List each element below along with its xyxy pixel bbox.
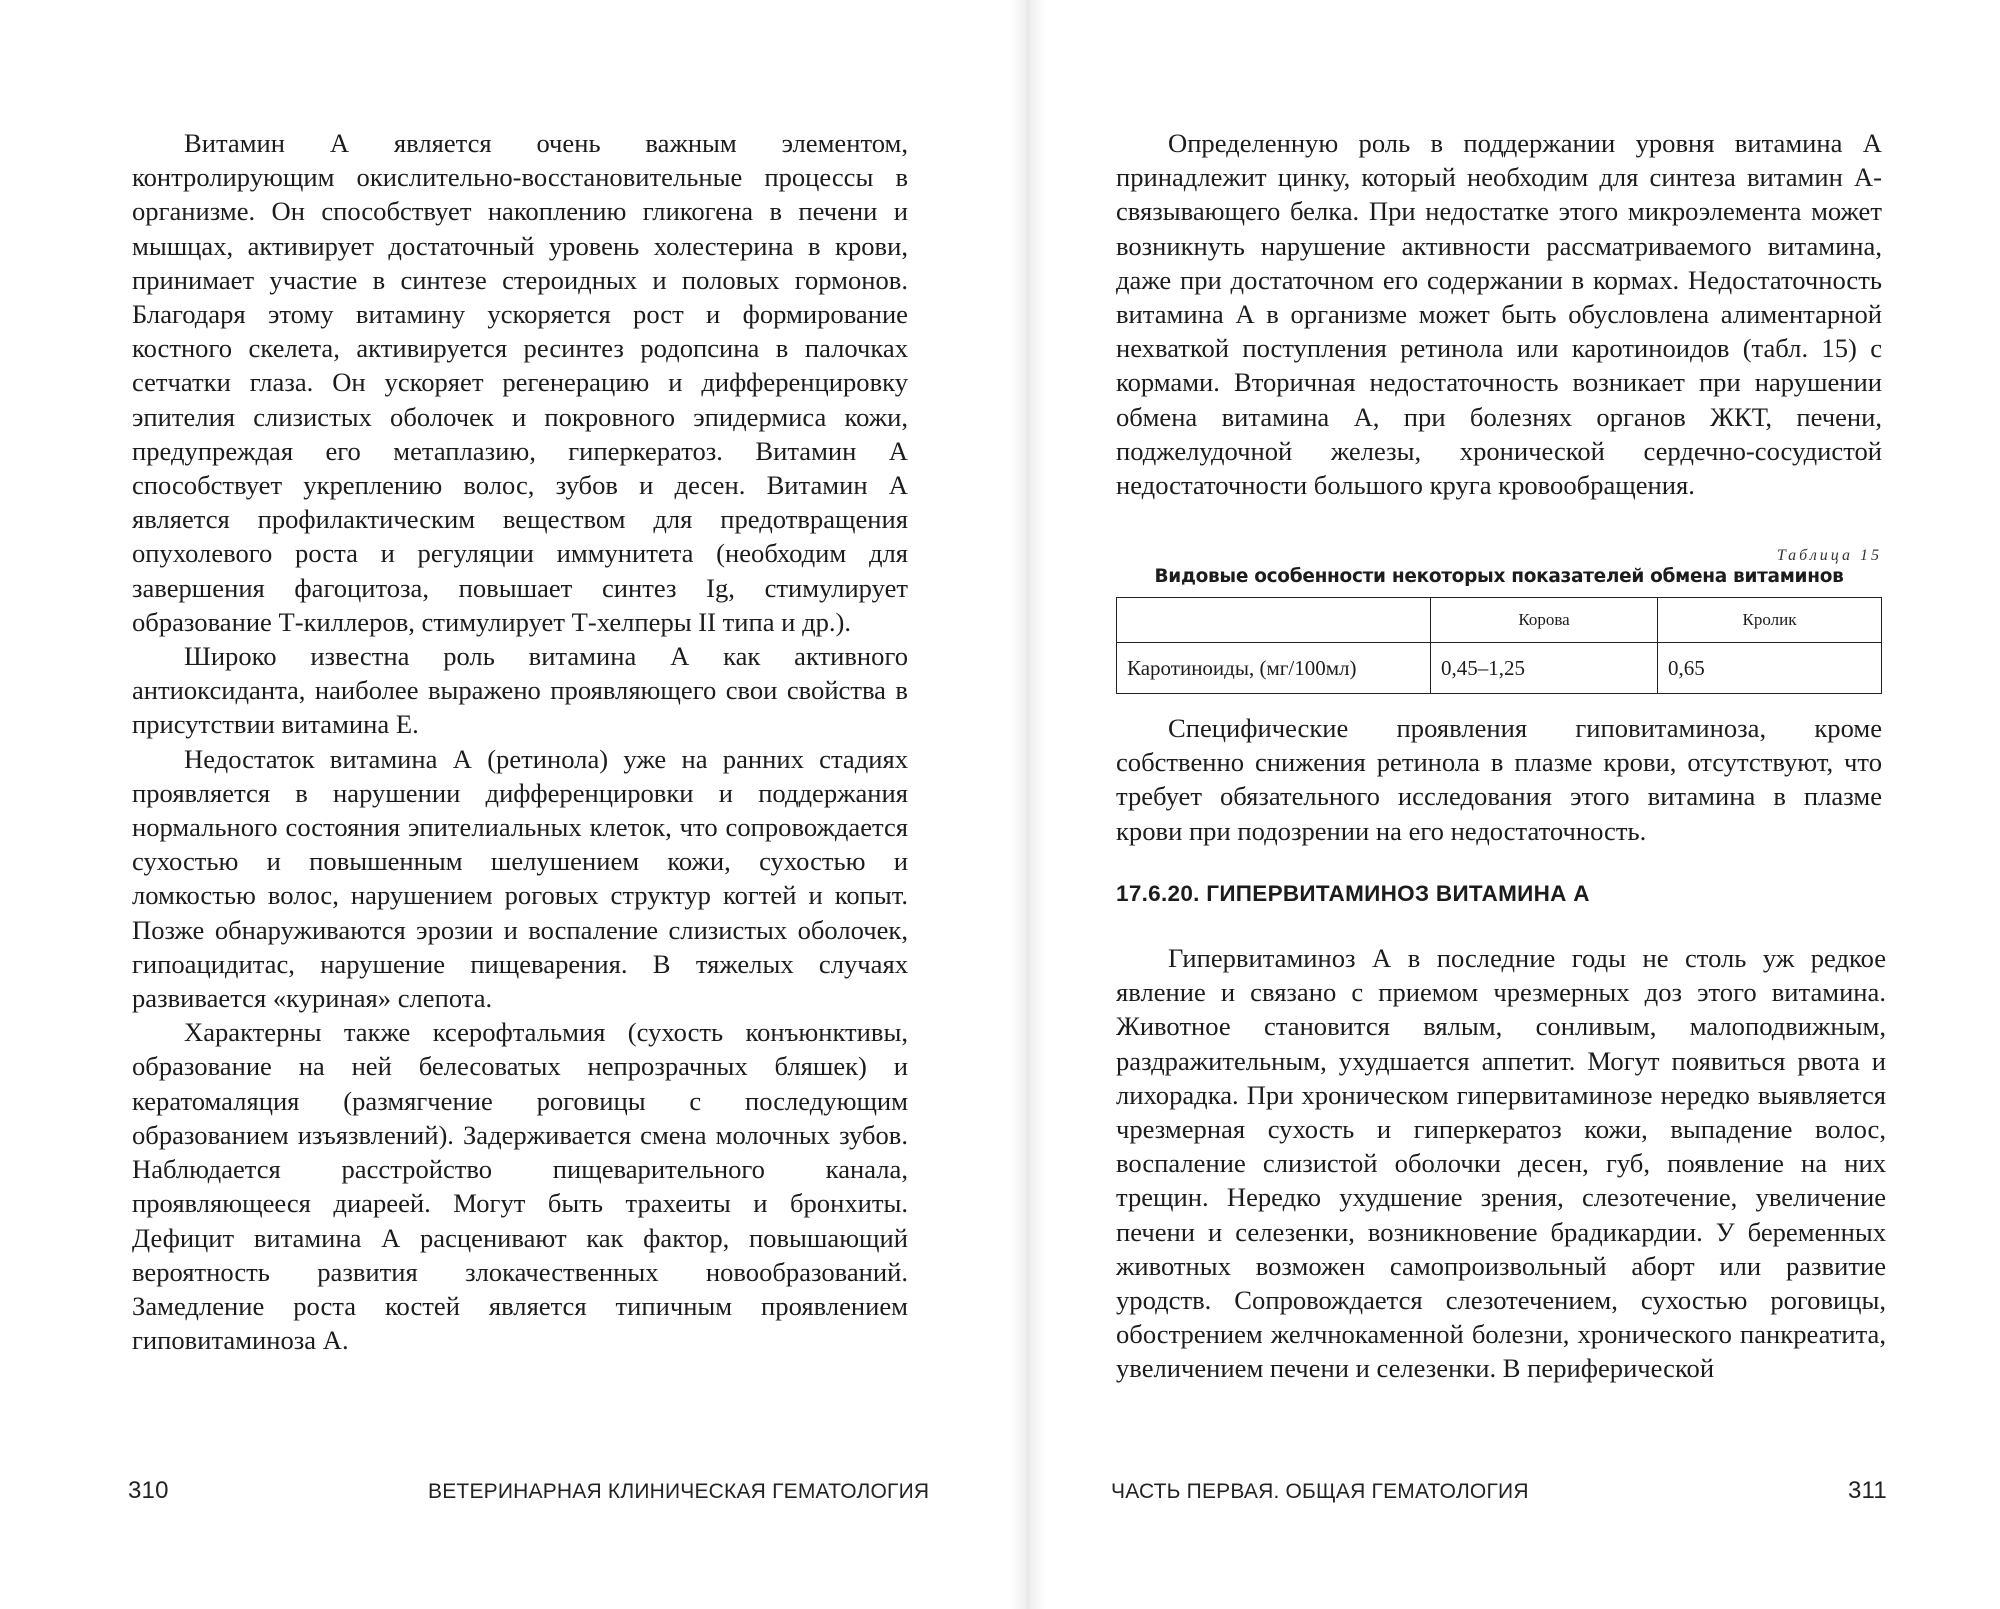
paragraph: Характерны также ксерофтальмия (сухость конъюнктивы, образование на ней белесоватых непрозрачных бляшек) и кератомаляция (размягчение роговицы с последующим образованием изъязвлений). Задерживается смена молочных зубов. Наблюдается расстройство пищеварительного канала, проявляющееся диареей. Могут быть трахеиты и бронхиты. Дефицит витамина А расценивают как фактор, повышающий вероятность развития злокачественных новообразований. Замедление роста костей является типичным проявлением гиповитаминоза А. [132,1017,908,1356]
running-title-left: ВЕТЕРИНАРНАЯ КЛИНИЧЕСКАЯ ГЕМАТОЛОГИЯ [428,1480,930,1503]
table-row [1117,643,1882,694]
table-header-cell: Корова [1431,598,1658,643]
table-cell: 0,45–1,25 [1431,643,1658,694]
section-heading: 17.6.20. ГИПЕРВИТАМИНОЗ ВИТАМИНА А [1116,881,1590,906]
running-title-right: ЧАСТЬ ПЕРВАЯ. ОБЩАЯ ГЕМАТОЛОГИЯ [1111,1480,1529,1503]
table-header-cell: Кролик [1658,598,1882,643]
right-page-intro [1116,126,1882,502]
table-title: Видовые особенности некоторых показателей обмена витаминов [1154,566,1844,587]
paragraph: Широко известна роль витамина А как активного антиоксиданта, наиболее выражено проявляющего свои свойства в присутствии витамина Е. [132,641,908,740]
paragraph: Определенную роль в поддержании уровня витамина А принадлежит цинку, который необходим для синтеза витамин А-связывающего белка. При недостатке этого микроэлемента может возникнуть нарушение активности рассматриваемого витамина, даже при достаточном его содержании в кормах. Недостаточность витамина А в организме может быть обусловлена алиментарной нехваткой поступления ретинола или каротиноидов (табл. 15) с кормами. Вторичная недостаточность возникает при нарушении обмена витамина А, при болезнях органов ЖКТ, печени, поджелудочной железы, хронической сердечно-сосудистой недостаточности большого круга кровообращения. [1116,128,1882,501]
book-spine-shadow [1010,0,1046,1609]
paragraph: Недостаток витамина А (ретинола) уже на ранних стадиях проявляется в нарушении дифференцировки и поддержания нормального состояния эпителиальных клеток, что сопровождается сухостью и повышенным шелушением кожи, сухостью и ломкостью волос, нарушением роговых структур когтей и копыт. Позже обнаруживаются эрозии и воспаление слизистых оболочек, гипоацидитас, нарушение пищеварения. В тяжелых случаях развивается «куриная» слепота. [132,743,908,1014]
right-page-after-table [1116,711,1882,848]
page-number-right: 311 [1848,1477,1887,1504]
paragraph: Специфические проявления гиповитаминоза, кроме собственно снижения ретинола в плазме крови, отсутствуют, что требует обязательного исследования этого витамина в плазме крови при подозрении на его недостаточность. [1116,713,1882,846]
right-page-section-body [1116,941,1886,1386]
table-header-cell [1117,598,1431,643]
table-cell: Каротиноиды, (мг/100мл) [1117,643,1431,694]
left-page-body [132,126,908,1357]
table-caption [1116,546,1882,588]
page-number-left: 310 [128,1477,169,1504]
paragraph: Гипервитаминоз А в последние годы не столь уж редкое явление и связано с приемом чрезмерных доз этого витамина. Животное становится вялым, сонливым, малоподвижным, раздражительным, ухудшается аппетит. Могут появиться рвота и лихорадка. При хроническом гипервитаминозе нередко выявляется чрезмерная сухость и гиперкератоз кожи, выпадение волос, воспаление слизистой оболочки десен, губ, появление на них трещин. Нередко ухудшение зрения, слезотечение, увеличение печени и селезенки, возникновение брадикардии. У беременных животных возможен самопроизвольный аборт или развитие уродств. Сопровождается слезотечением, сухостью роговицы, обострением желчнокаменной болезни, хронического панкреатита, увеличением печени и селезенки. В периферической [1116,943,1886,1384]
table-header-row [1117,598,1882,643]
vitamin-table [1116,597,1882,694]
table-number: Таблица 15 [1776,547,1882,564]
table-cell: 0,65 [1658,643,1882,694]
paragraph: Витамин А является очень важным элементом, контролирующим окислительно-восстановительные процессы в организме. Он способствует накоплению гликогена в печени и мышцах, активирует достаточный уровень холестерина в крови, принимает участие в синтезе стероидных и половых гормонов. Благодаря этому витамину ускоряется рост и формирование костного скелета, активируется ресинтез родопсина в палочках сетчатки глаза. Он ускоряет регенерацию и дифференцировку эпителия слизистых оболочек и покровного эпидермиса кожи, предупреждая его метаплазию, гиперкератоз. Витамин А способствует укреплению волос, зубов и десен. Витамин А является профилактическим веществом для предотвращения опухолевого роста и регуляции иммунитета (необходим для завершения фагоцитоза, повышает синтез Ig, стимулирует образование Т-киллеров, стимулирует Т-хелперы II типа и др.). [132,128,908,637]
